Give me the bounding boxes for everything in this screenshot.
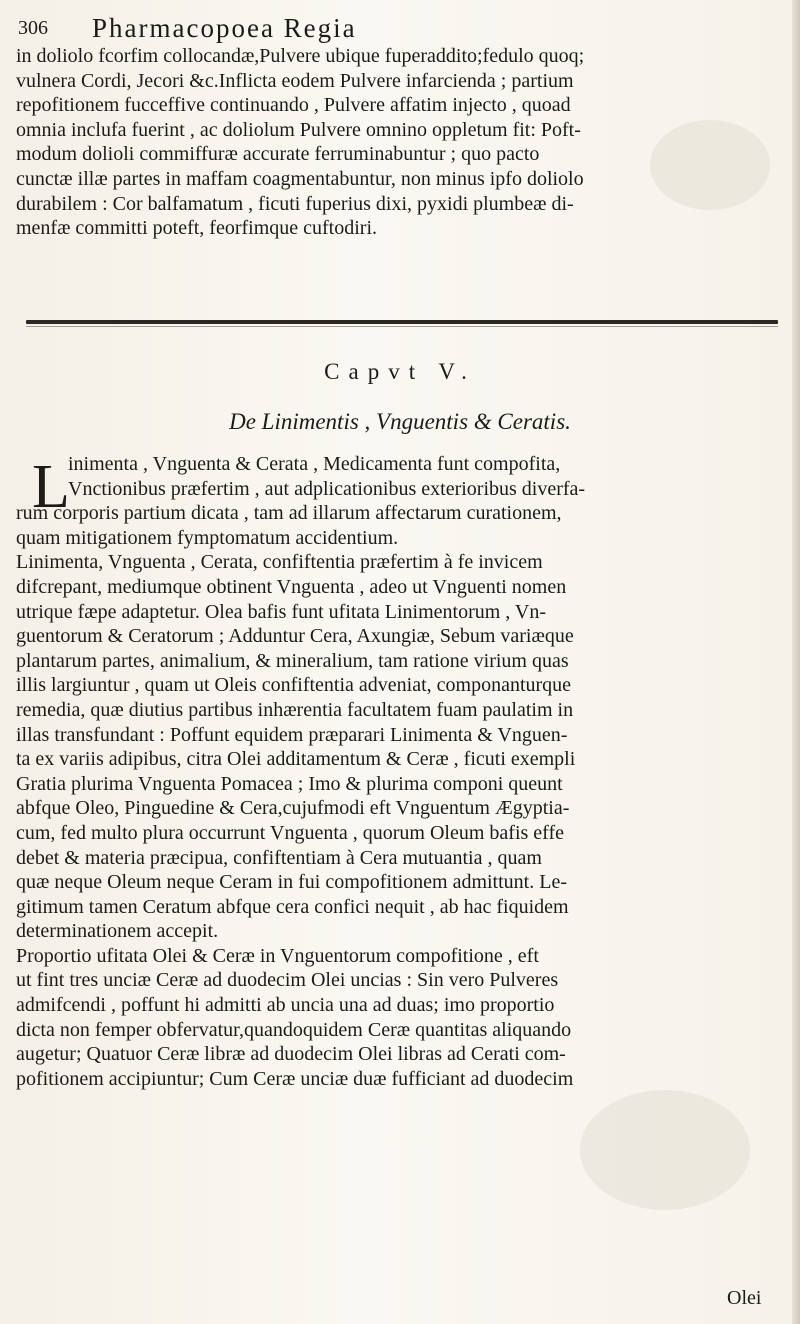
text-line: difcrepant, mediumque obtinent Vnguenta , adeo ut Vnguenti nomen [16, 575, 567, 598]
text-line: determinationem accepit. [16, 920, 219, 943]
catchword: Olei [727, 1287, 762, 1309]
text-line: menfæ committi poteft, feorfimque cuftodiri. [16, 217, 378, 240]
top-paragraph [16, 44, 776, 241]
text-line: repofitionem fucceffive continuando , Pulvere affatim injecto , quoad [16, 94, 571, 117]
text-line: ta ex variis adipibus, citra Olei additamentum & Ceræ , ficuti exempli [16, 748, 576, 771]
text-line: in doliolo fcorfim collocandæ,Pulvere ubique fuperaddito;fedulo quoq; [16, 45, 585, 67]
text-line: utrique fæpe adaptetur. Olea bafis funt ufitata Linimentorum , Vn- [16, 600, 547, 623]
page-number: 306 [18, 17, 48, 39]
page-edge [792, 0, 800, 1324]
text-line: gitimum tamen Ceratum abfque cera confici nequit , ab hac fiquidem [16, 895, 569, 918]
text-line: modum dolioli commiffuræ accurate ferruminabuntur ; quo pacto [16, 143, 540, 166]
text-line: plantarum partes, animalium, & mineralium, tam ratione virium quas [16, 649, 569, 672]
section-title: De Linimentis , Vnguentis & Ceratis. [229, 409, 571, 434]
text-line: cunctæ illæ partes in maffam coagmentabuntur, non minus ipfo doliolo [16, 167, 584, 190]
section-divider [26, 320, 778, 324]
text-line: rum corporis partium dicata , tam ad illarum affectarum curationem, [16, 502, 562, 525]
text-line: admifcendi , poffunt hi admitti ab uncia una ad duas; imo proportio [16, 994, 555, 1017]
text-line: pofitionem accipiuntur; Cum Ceræ unciæ duæ fufficiant ad duodecim [16, 1067, 574, 1090]
text-line: Linimenta, Vnguenta , Cerata, confiftentia præfertim à fe invicem [16, 551, 543, 574]
text-line: durabilem : Cor balfamatum , ficuti fuperius dixi, pyxidi plumbeæ di- [16, 192, 574, 215]
chapter-title: Capvt V. [324, 359, 476, 384]
text-line: quæ neque Oleum neque Ceram in fui compofitionem admittunt. Le- [16, 871, 567, 894]
text-line: omnia inclufa fuerint , ac doliolum Pulvere omnino oppletum fit: Poft- [16, 118, 581, 141]
paper-stain [580, 1090, 750, 1210]
running-head: Pharmacopoea Regia [92, 13, 357, 43]
text-line: augetur; Quatuor Ceræ libræ ad duodecim Olei libras ad Cerati com- [16, 1043, 566, 1066]
text-line: illis largiuntur , quam ut Oleis confiftentia adveniat, componanturque [16, 674, 572, 697]
main-text [16, 452, 776, 1091]
text-line: Proportio ufitata Olei & Ceræ in Vnguentorum compofitione , eft [16, 944, 539, 967]
text-line: cum, fed multo plura occurrunt Vnguenta , quorum Oleum bafis effe [16, 821, 564, 844]
text-line: dicta non femper obfervatur,quandoquidem Ceræ quantitas aliquando [16, 1018, 572, 1041]
text-line: debet & materia præcipua, confiftentiam à Cera mutuantia , quam [16, 846, 542, 869]
text-line: Vnctionibus præfertim , aut adplicationibus exterioribus diverfa- [68, 477, 586, 500]
text-line: vulnera Cordi, Jecori &c.Inflicta eodem Pulvere infarcienda ; partium [16, 69, 574, 92]
text-line: inimenta , Vnguenta & Cerata , Medicamenta funt compofita, [68, 453, 561, 475]
text-line: abfque Oleo, Pinguedine & Cera,cujufmodi eft Vnguentum Ægyptia- [16, 797, 570, 820]
text-line: illas transfundant : Poffunt equidem præparari Linimenta & Vnguen- [16, 723, 568, 746]
text-line: ut fint tres unciæ Ceræ ad duodecim Olei uncias : Sin vero Pulveres [16, 969, 559, 992]
text-line: guentorum & Ceratorum ; Adduntur Cera, Axungiæ, Sebum variæque [16, 625, 574, 648]
text-line: quam mitigationem fymptomatum accidentium. [16, 526, 399, 549]
text-line: remedia, quæ diutius partibus inhærentia facultatem fuam paulatim in [16, 698, 574, 721]
text-line: Gratia plurima Vnguenta Pomacea ; Imo & plurima componi queunt [16, 772, 563, 795]
dropcap: L [32, 453, 70, 521]
